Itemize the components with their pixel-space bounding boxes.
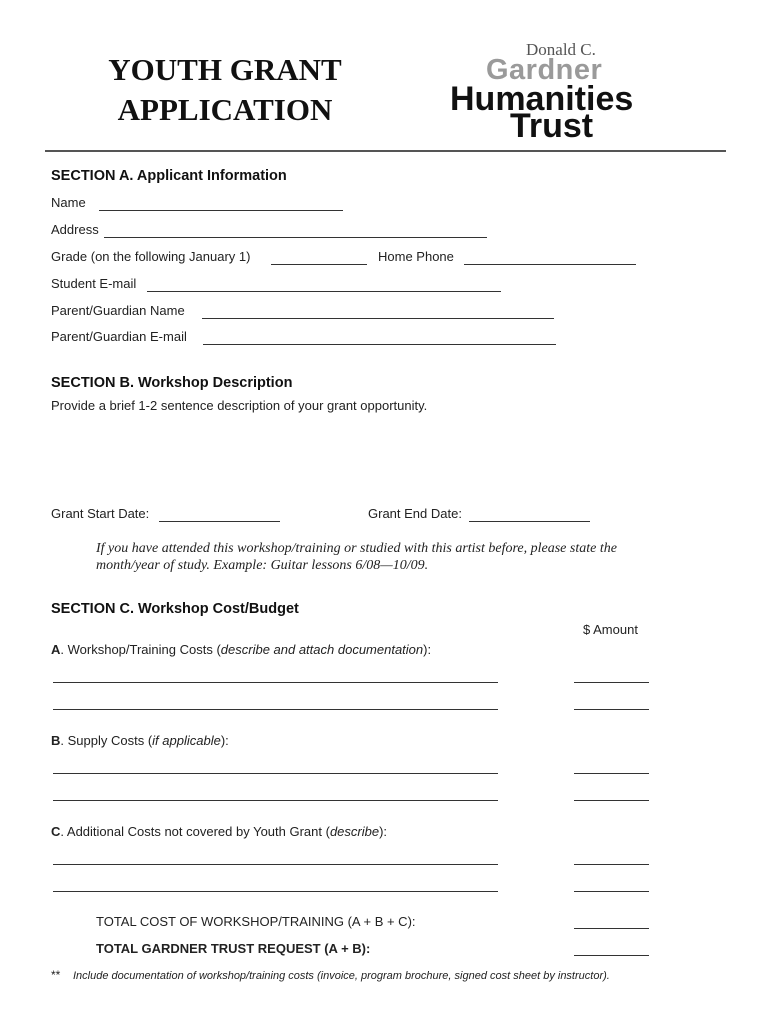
total-request-field[interactable]	[574, 955, 649, 956]
workshop-costs-italic: describe and attach documentation	[220, 642, 424, 657]
logo-line-4: Trust	[510, 107, 594, 145]
additional-cost-line-2[interactable]	[53, 891, 498, 892]
additional-costs-end: ):	[379, 824, 388, 839]
title-line-2: APPLICATION	[117, 92, 333, 127]
address-field[interactable]	[104, 237, 487, 238]
logo-line-1: Donald C.	[526, 40, 596, 59]
workshop-amount-line-2[interactable]	[574, 709, 649, 710]
section-c-heading: SECTION C. Workshop Cost/Budget	[51, 601, 299, 617]
footnote-text: Include documentation of workshop/training costs (invoice, program brochure, signed cost sheet by instructor).	[73, 970, 610, 982]
workshop-costs-text: . Workshop/Training Costs (	[60, 642, 221, 657]
description-area[interactable]	[51, 418, 651, 498]
workshop-costs-letter: A	[51, 642, 61, 657]
grade-field[interactable]	[271, 264, 367, 265]
end-date-field[interactable]	[469, 521, 590, 522]
logo-line-3: Humanities	[450, 80, 634, 118]
supply-amount-line-1[interactable]	[574, 773, 649, 774]
parent-email-field[interactable]	[203, 344, 556, 345]
form-title	[85, 50, 365, 130]
total-cost-field[interactable]	[574, 928, 649, 929]
workshop-cost-line-2[interactable]	[53, 709, 498, 710]
supply-cost-line-2[interactable]	[53, 800, 498, 801]
additional-amount-line-1[interactable]	[574, 864, 649, 865]
amount-header: $ Amount	[583, 622, 638, 637]
title-line-1: YOUTH GRANT	[108, 52, 342, 87]
additional-cost-line-1[interactable]	[53, 864, 498, 865]
supply-costs-text: . Supply Costs (	[60, 733, 153, 748]
home-phone-label: Home Phone	[378, 249, 454, 264]
grade-label: Grade (on the following January 1)	[51, 249, 251, 264]
section-b-heading: SECTION B. Workshop Description	[51, 375, 293, 391]
end-date-label: Grant End Date:	[368, 506, 462, 521]
start-date-label: Grant Start Date:	[51, 506, 150, 521]
supply-costs-end: ):	[220, 733, 229, 748]
description-instruction: Provide a brief 1-2 sentence description of your grant opportunity.	[51, 398, 428, 413]
name-field[interactable]	[99, 210, 343, 211]
start-date-field[interactable]	[159, 521, 280, 522]
workshop-costs-end: ):	[423, 642, 432, 657]
additional-costs-label	[51, 824, 387, 839]
student-email-label: Student E-mail	[51, 276, 137, 291]
student-email-field[interactable]	[147, 291, 501, 292]
workshop-costs-label	[51, 642, 431, 657]
header-divider	[45, 150, 726, 152]
additional-costs-text: . Additional Costs not covered by Youth Grant (	[60, 824, 330, 839]
home-phone-field[interactable]	[464, 264, 636, 265]
prior-study-note: If you have attended this workshop/training or studied with this artist before, please state the month/year of study. Example: Guitar lessons 6/08—10/09.	[96, 541, 617, 573]
supply-costs-letter: B	[51, 733, 61, 748]
total-request-label: TOTAL GARDNER TRUST REQUEST (A + B):	[96, 941, 371, 956]
additional-amount-line-2[interactable]	[574, 891, 649, 892]
workshop-amount-line-1[interactable]	[574, 682, 649, 683]
supply-costs-label	[51, 733, 229, 748]
name-label: Name	[51, 195, 86, 210]
supply-cost-line-1[interactable]	[53, 773, 498, 774]
section-a-heading: SECTION A. Applicant Information	[51, 168, 287, 184]
logo-line-2: Gardner	[486, 54, 603, 86]
parent-email-label: Parent/Guardian E-mail	[51, 329, 187, 344]
additional-costs-letter: C	[51, 824, 61, 839]
total-cost-label: TOTAL COST OF WORKSHOP/TRAINING (A + B + C):	[96, 914, 416, 929]
parent-name-label: Parent/Guardian Name	[51, 303, 185, 318]
supply-costs-italic: if applicable	[152, 733, 221, 748]
address-label: Address	[51, 222, 99, 237]
additional-costs-italic: describe	[329, 824, 380, 839]
footnote-marker: **	[51, 968, 61, 982]
parent-name-field[interactable]	[202, 318, 554, 319]
workshop-cost-line-1[interactable]	[53, 682, 498, 683]
supply-amount-line-2[interactable]	[574, 800, 649, 801]
